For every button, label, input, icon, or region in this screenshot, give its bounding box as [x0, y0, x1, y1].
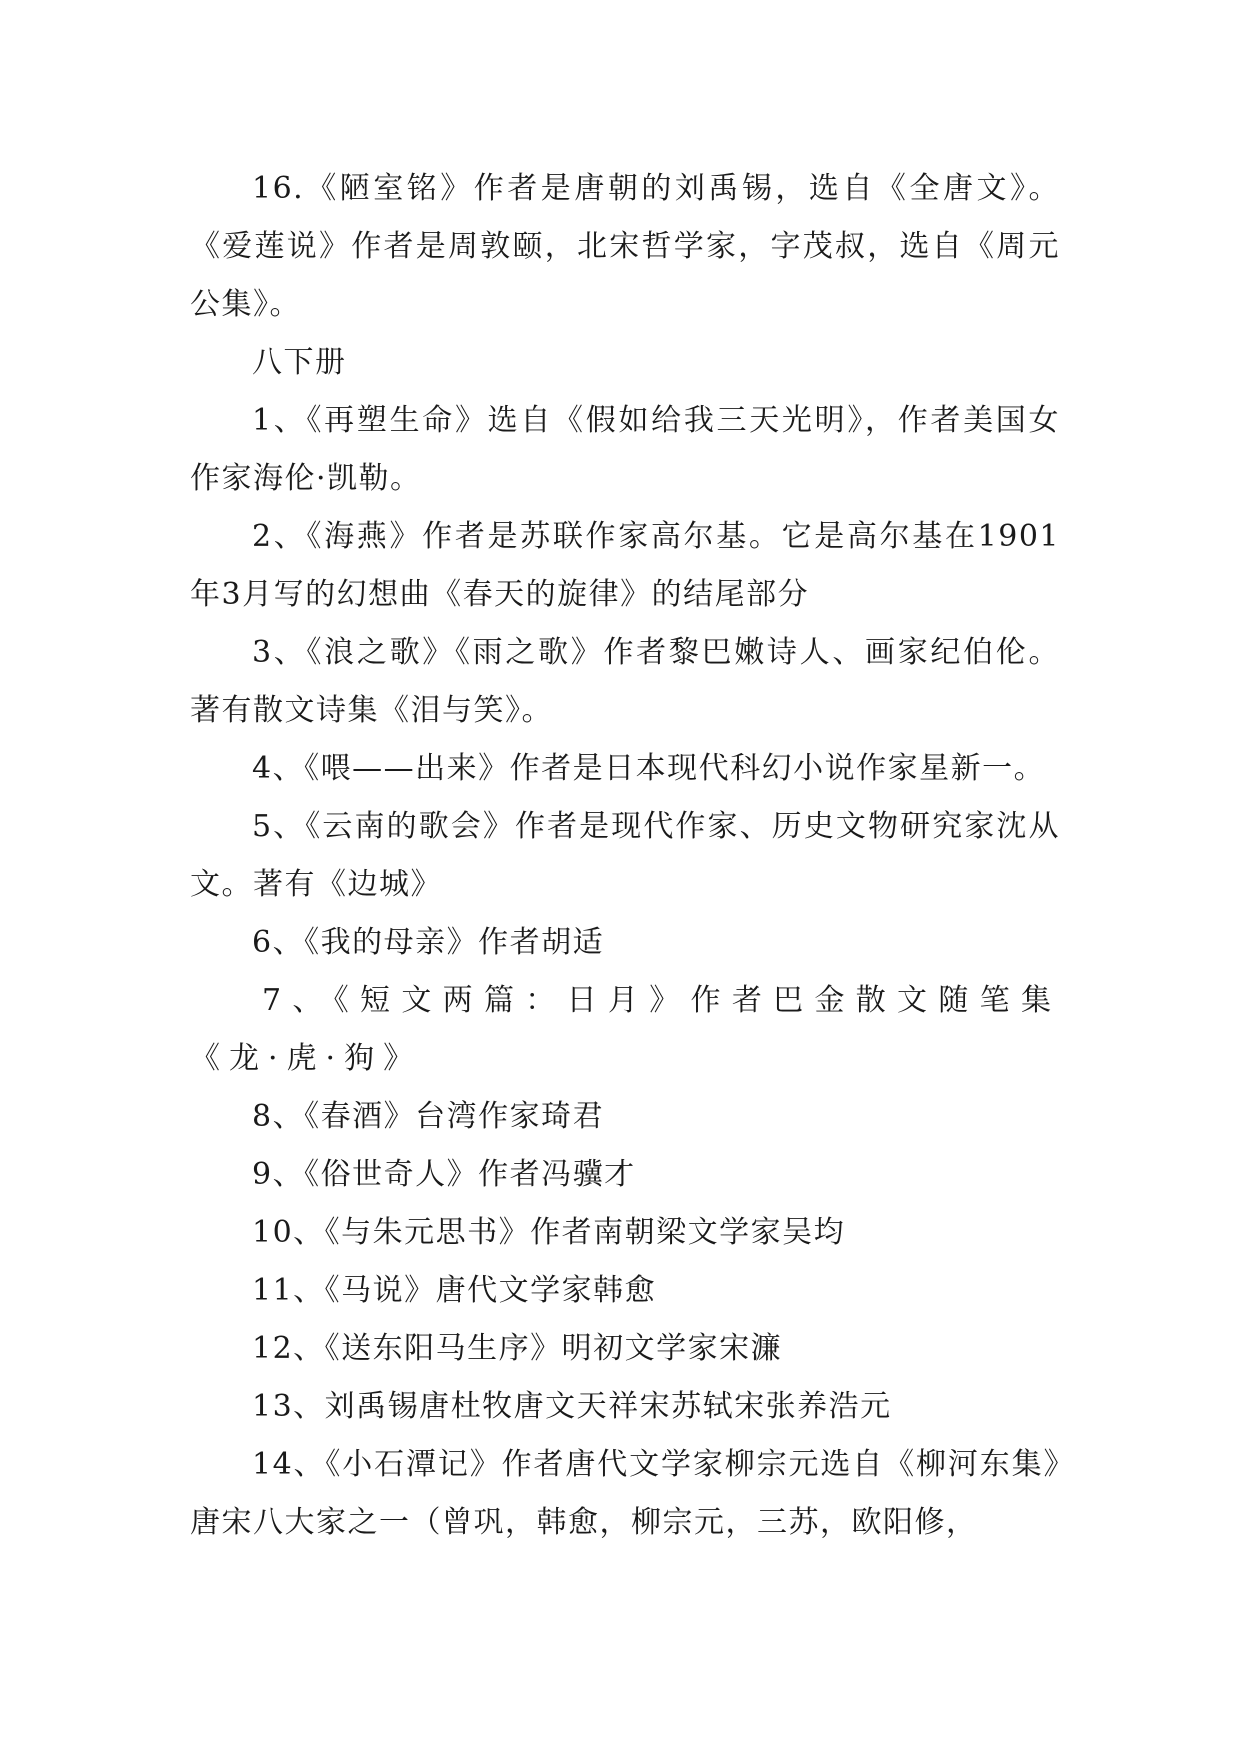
paragraph-6-wode-muqin: 6、《我的母亲》作者胡适	[252, 925, 605, 960]
paragraph-13-authors-list: 13、刘禹锡唐杜牧唐文天祥宋苏轼宋张养浩元	[252, 1389, 892, 1424]
section-heading-baxiace: 八下册	[252, 345, 347, 380]
paragraph-16-lushiming: 16.《陋室铭》作者是唐朝的刘禹锡，选自《全唐文》。《爱莲说》作者是周敦颐，北宋哲学家，字茂叔，选自《周元公集》。	[190, 171, 1060, 322]
paragraph-2-haiyan: 2、《海燕》作者是苏联作家高尔基。它是高尔基在1901年3月写的幻想曲《春天的旋律》的结尾部分	[190, 519, 1060, 612]
paragraph-4-wei-chulai: 4、《喂——出来》作者是日本现代科幻小说作家星新一。	[252, 751, 1046, 786]
paragraph-11-mashuo: 11、《马说》唐代文学家韩愈	[252, 1273, 657, 1308]
paragraph-14-xiaoshitanji: 14、《小石潭记》作者唐代文学家柳宗元选自《柳河东集》唐宋八大家之一（曾巩，韩愈，柳宗元，三苏，欧阳修，	[190, 1447, 1060, 1540]
paragraph-8-chunjiu: 8、《春酒》台湾作家琦君	[252, 1099, 605, 1134]
paragraph-9-sushi-qiren: 9、《俗世奇人》作者冯骥才	[252, 1157, 636, 1192]
paragraph-10-yu-zhuyuansi-shu: 10、《与朱元思书》作者南朝梁文学家吴均	[252, 1215, 846, 1250]
paragraph-7-duanwen-liangpian: 7、《短文两篇：日月》作者巴金散文随笔集《龙·虎·狗》	[190, 983, 1060, 1076]
paragraph-1-zaisu-shengming: 1、《再塑生命》选自《假如给我三天光明》，作者美国女作家海伦·凯勒。	[190, 403, 1060, 496]
paragraph-3-langzhige: 3、《浪之歌》《雨之歌》作者黎巴嫩诗人、画家纪伯伦。著有散文诗集《泪与笑》。	[190, 635, 1060, 728]
paragraph-5-yunnan-gehui: 5、《云南的歌会》作者是现代作家、历史文物研究家沈从文。著有《边城》	[190, 809, 1060, 902]
document-page	[190, 160, 1060, 1552]
paragraph-12-song-dongyang: 12、《送东阳马生序》明初文学家宋濂	[252, 1331, 783, 1366]
